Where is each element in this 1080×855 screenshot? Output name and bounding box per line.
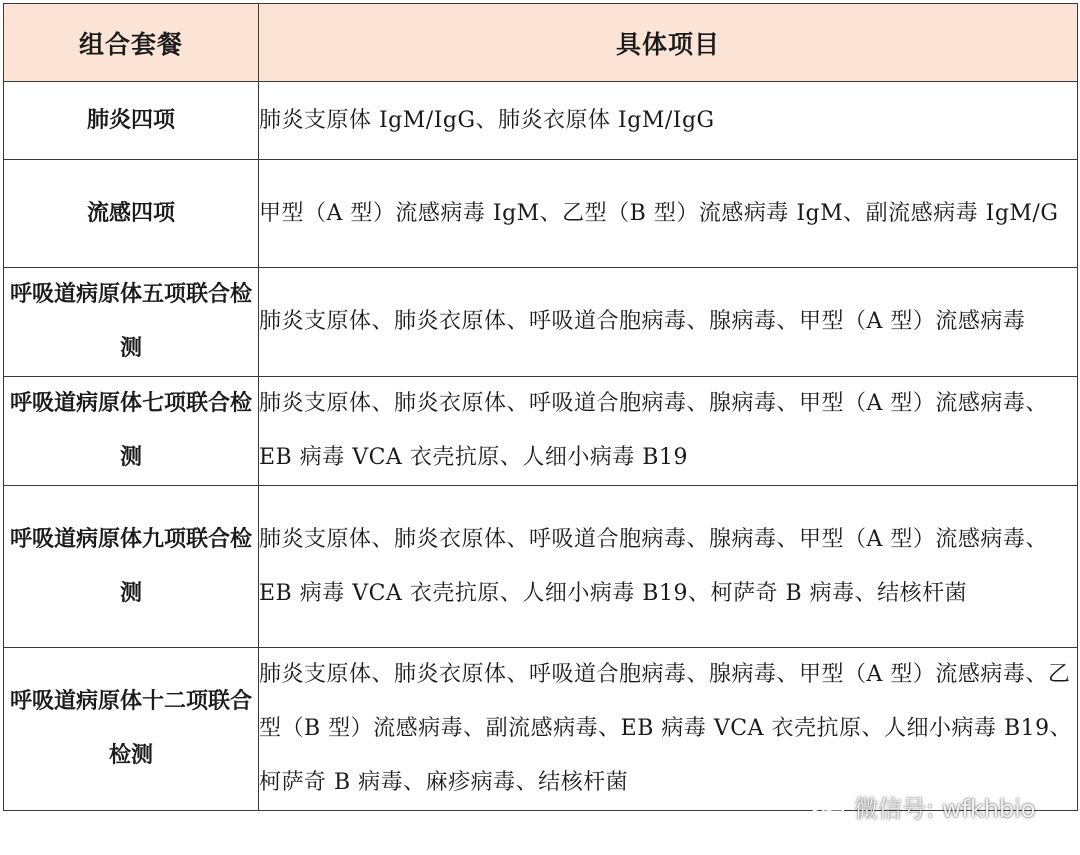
combo-package-table — [3, 3, 1078, 811]
header-row — [4, 4, 1078, 82]
package-name-cell: 肺炎四项 — [4, 82, 259, 160]
table-row — [4, 160, 1078, 268]
package-items-cell: 肺炎支原体、肺炎衣原体、呼吸道合胞病毒、腺病毒、甲型（A 型）流感病毒 — [259, 268, 1078, 377]
table-body — [4, 82, 1078, 811]
table-row — [4, 377, 1078, 486]
package-items-cell: 肺炎支原体、肺炎衣原体、呼吸道合胞病毒、腺病毒、甲型（A 型）流感病毒、EB 病毒 VCA 衣壳抗原、人细小病毒 B19、柯萨奇 B 病毒、结核杆菌 — [259, 486, 1078, 648]
package-name-cell: 呼吸道病原体十二项联合检测 — [4, 648, 259, 811]
header-items-cell: 具体项目 — [259, 4, 1078, 82]
header-package-cell: 组合套餐 — [4, 4, 259, 82]
package-items-cell: 肺炎支原体 IgM/IgG、肺炎衣原体 IgM/IgG — [259, 82, 1078, 160]
package-items-cell: 肺炎支原体、肺炎衣原体、呼吸道合胞病毒、腺病毒、甲型（A 型）流感病毒、EB 病毒 VCA 衣壳抗原、人细小病毒 B19 — [259, 377, 1078, 486]
wechat-watermark — [808, 786, 1036, 826]
package-name-cell: 流感四项 — [4, 160, 259, 268]
table-header — [4, 4, 1078, 82]
package-items-cell: 肺炎支原体、肺炎衣原体、呼吸道合胞病毒、腺病毒、甲型（A 型）流感病毒、乙型（B 型）流感病毒、副流感病毒、EB 病毒 VCA 衣壳抗原、人细小病毒 B19、柯萨奇 B 病毒、麻疹病毒、结核杆菌 — [259, 648, 1078, 811]
package-name-cell: 呼吸道病原体九项联合检测 — [4, 486, 259, 648]
package-name-cell: 呼吸道病原体五项联合检测 — [4, 268, 259, 377]
table-row — [4, 268, 1078, 377]
table-row — [4, 82, 1078, 160]
watermark-text: 微信号: wfkhbio — [854, 794, 1036, 823]
table-row — [4, 486, 1078, 648]
package-items-cell: 甲型（A 型）流感病毒 IgM、乙型（B 型）流感病毒 IgM、副流感病毒 IgM/G — [259, 160, 1078, 268]
wechat-icon — [808, 791, 846, 821]
package-name-cell: 呼吸道病原体七项联合检测 — [4, 377, 259, 486]
